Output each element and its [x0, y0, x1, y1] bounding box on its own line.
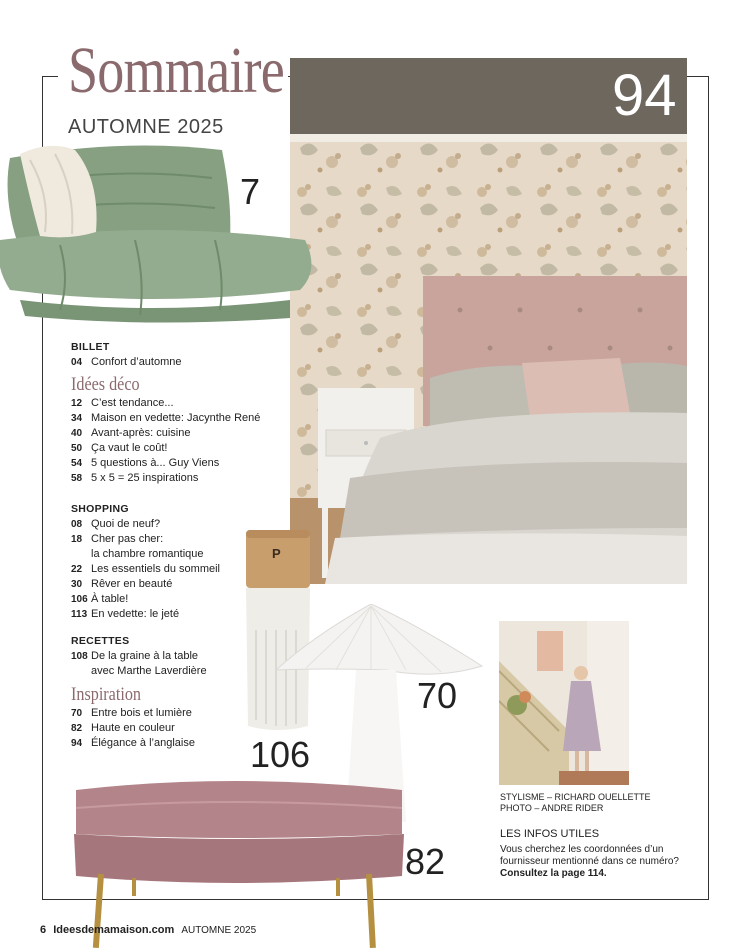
footer: [40, 924, 256, 936]
section-shopping: [71, 502, 220, 622]
jar-page-number: 106: [250, 734, 311, 775]
section-idees-deco: [71, 374, 260, 486]
infos-heading: LES INFOS UTILES: [500, 828, 600, 840]
folio: 6: [40, 924, 47, 936]
section-recettes: [71, 634, 207, 679]
infos-text-2: fournisseur mentionné dans ce numéro?: [500, 856, 679, 867]
infos-utiles: [500, 828, 679, 880]
toc-entry[interactable]: 08 Quoi de neuf?: [71, 518, 161, 530]
toc-entry[interactable]: 22 Les essentiels du sommeil: [71, 563, 221, 575]
toc-entry[interactable]: 12 C’est tendance...: [71, 397, 174, 409]
sofa-image: [0, 140, 320, 325]
infos-text-3: Consultez la page 114.: [500, 868, 607, 879]
toc-entry[interactable]: 54 5 questions à... Guy Viens: [71, 457, 220, 469]
stylist-photo: [499, 621, 629, 785]
toc-entry[interactable]: 58 5 x 5 = 25 inspirations: [71, 472, 199, 484]
section-billet: [71, 340, 182, 370]
toc-entry[interactable]: 70 Entre bois et lumière: [71, 707, 192, 719]
footer-issue: AUTOMNE 2025: [181, 925, 257, 936]
toc-entry[interactable]: 04 Confort d’automne: [71, 356, 182, 368]
photo-page-number: 94: [612, 63, 677, 128]
bedroom-photo: [290, 58, 687, 584]
toc-entry[interactable]: 34 Maison en vedette: Jacynthe René: [71, 412, 261, 424]
toc-entry[interactable]: 94 Élégance à l’anglaise: [71, 737, 195, 749]
sofa-page-number: 7: [240, 171, 261, 212]
toc-entry[interactable]: 106 À table!: [71, 593, 129, 605]
section-heading: Inspiration: [71, 684, 141, 705]
toc-entry[interactable]: 108 De la graine à la table avec Marthe Laverdière: [71, 650, 207, 677]
infos-text-1: Vous cherchez les coordonnées d’un: [500, 844, 664, 855]
section-heading: SHOPPING: [71, 503, 129, 515]
bench-page-number: 82: [405, 841, 446, 882]
credits: [500, 792, 651, 814]
section-inspiration: [71, 684, 195, 751]
section-heading: RECETTES: [71, 635, 130, 647]
credit-stylist: STYLISME – RICHARD OUELLETTE: [500, 792, 651, 802]
toc-entry[interactable]: 30 Rêver en beauté: [71, 578, 173, 590]
section-heading: Idées déco: [71, 374, 140, 395]
toc-entry[interactable]: 82 Haute en couleur: [71, 722, 175, 734]
jar-label: P: [272, 546, 281, 561]
page-subtitle: AUTOMNE 2025: [68, 116, 224, 138]
footer-site[interactable]: Ideesdemamaison.com: [53, 924, 175, 936]
page-title: Sommaire: [68, 34, 284, 107]
credit-photo: PHOTO – ANDRE RIDER: [500, 803, 604, 813]
toc-entry[interactable]: 18 Cher pas cher: la chambre romantique: [71, 533, 204, 560]
toc-entry[interactable]: 40 Avant-après: cuisine: [71, 427, 191, 439]
toc-entry[interactable]: 50 Ça vaut le coût!: [71, 442, 168, 454]
toc-entry[interactable]: 113 En vedette: le jeté: [71, 608, 180, 620]
lamp-page-number: 70: [417, 675, 458, 716]
section-heading: BILLET: [71, 341, 110, 353]
